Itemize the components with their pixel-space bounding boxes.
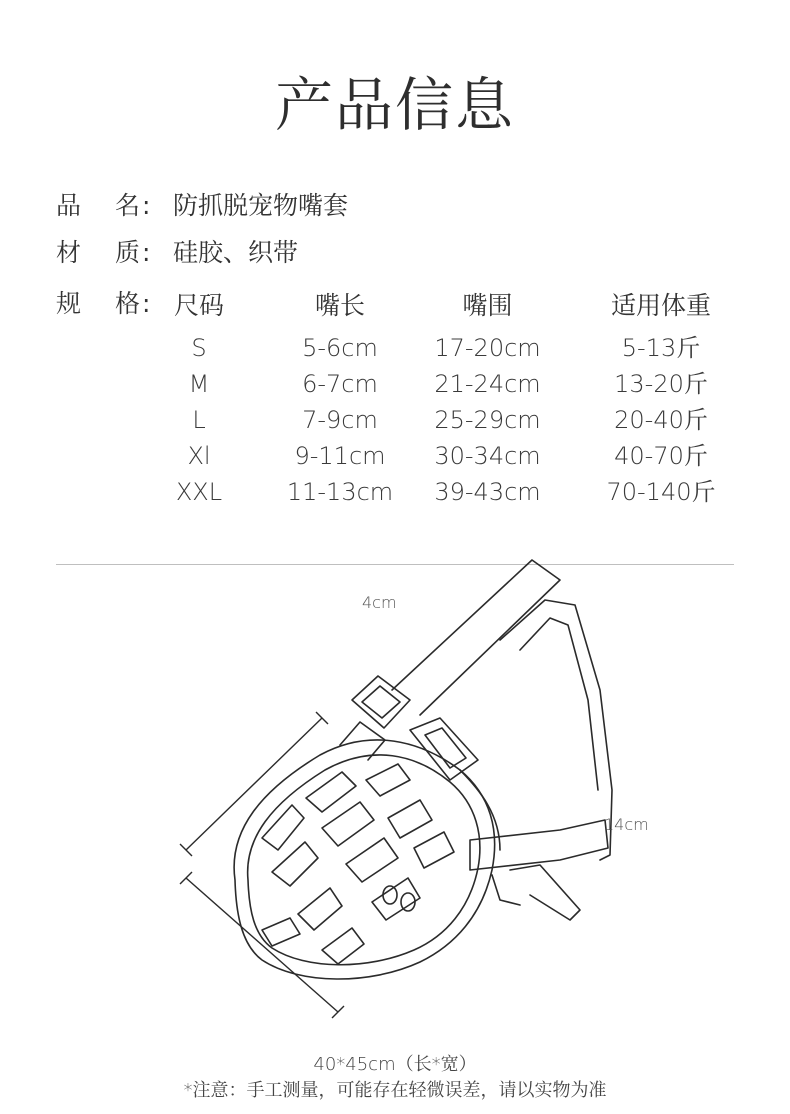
cell-size: Xl [187, 442, 211, 470]
cell-size: S [191, 334, 207, 362]
cell-muzzle-girth: 17-20cm [434, 334, 541, 362]
info-colon: : [142, 191, 151, 220]
cell-muzzle-girth: 39-43cm [434, 478, 541, 506]
header-size: 尺码 [173, 291, 224, 320]
cell-muzzle-length: 7-9cm [302, 406, 378, 434]
cell-muzzle-length: 6-7cm [302, 370, 378, 398]
body-size-label: 40*45cm（长*宽） [313, 1054, 477, 1075]
muzzle-illustration [150, 545, 650, 1035]
cell-muzzle-length: 11-13cm [286, 478, 394, 506]
strap-height-label: 14cm [604, 815, 649, 834]
info-label-char-2: 格 [115, 289, 141, 318]
product-name-value: 防抓脱宠物嘴套 [173, 191, 349, 220]
header-weight: 适用体重 [610, 291, 711, 320]
info-label-char-1: 品 [56, 191, 82, 220]
measurement-note: *注意：手工测量，可能存在轻微误差，请以实物为准 [183, 1080, 607, 1101]
info-label-char-1: 规 [56, 289, 82, 318]
material-value: 硅胶、织带 [173, 238, 299, 267]
header-muzzle-length: 嘴长 [314, 291, 365, 320]
info-label-char-2: 名 [115, 191, 141, 220]
cell-muzzle-girth: 30-34cm [434, 442, 541, 470]
info-colon: : [142, 238, 151, 267]
strap-width-label: 4cm [362, 593, 397, 612]
cell-size: M [188, 370, 210, 398]
cell-size: L [192, 406, 206, 434]
cell-weight: 20-40斤 [614, 406, 708, 434]
info-label-char-2: 质 [115, 238, 141, 267]
cell-weight: 5-13斤 [621, 334, 701, 362]
cell-weight: 70-140斤 [606, 478, 716, 506]
cell-weight: 40-70斤 [614, 442, 708, 470]
cell-muzzle-girth: 21-24cm [434, 370, 541, 398]
cell-muzzle-length: 9-11cm [294, 442, 386, 470]
info-label-char-1: 材 [56, 238, 82, 267]
cell-muzzle-girth: 25-29cm [434, 406, 541, 434]
info-colon: : [142, 289, 151, 318]
header-muzzle-girth: 嘴围 [462, 291, 513, 320]
page-title: 产品信息 [274, 71, 515, 139]
cell-size: XXL [175, 478, 223, 506]
cell-muzzle-length: 5-6cm [302, 334, 378, 362]
cell-weight: 13-20斤 [614, 370, 708, 398]
